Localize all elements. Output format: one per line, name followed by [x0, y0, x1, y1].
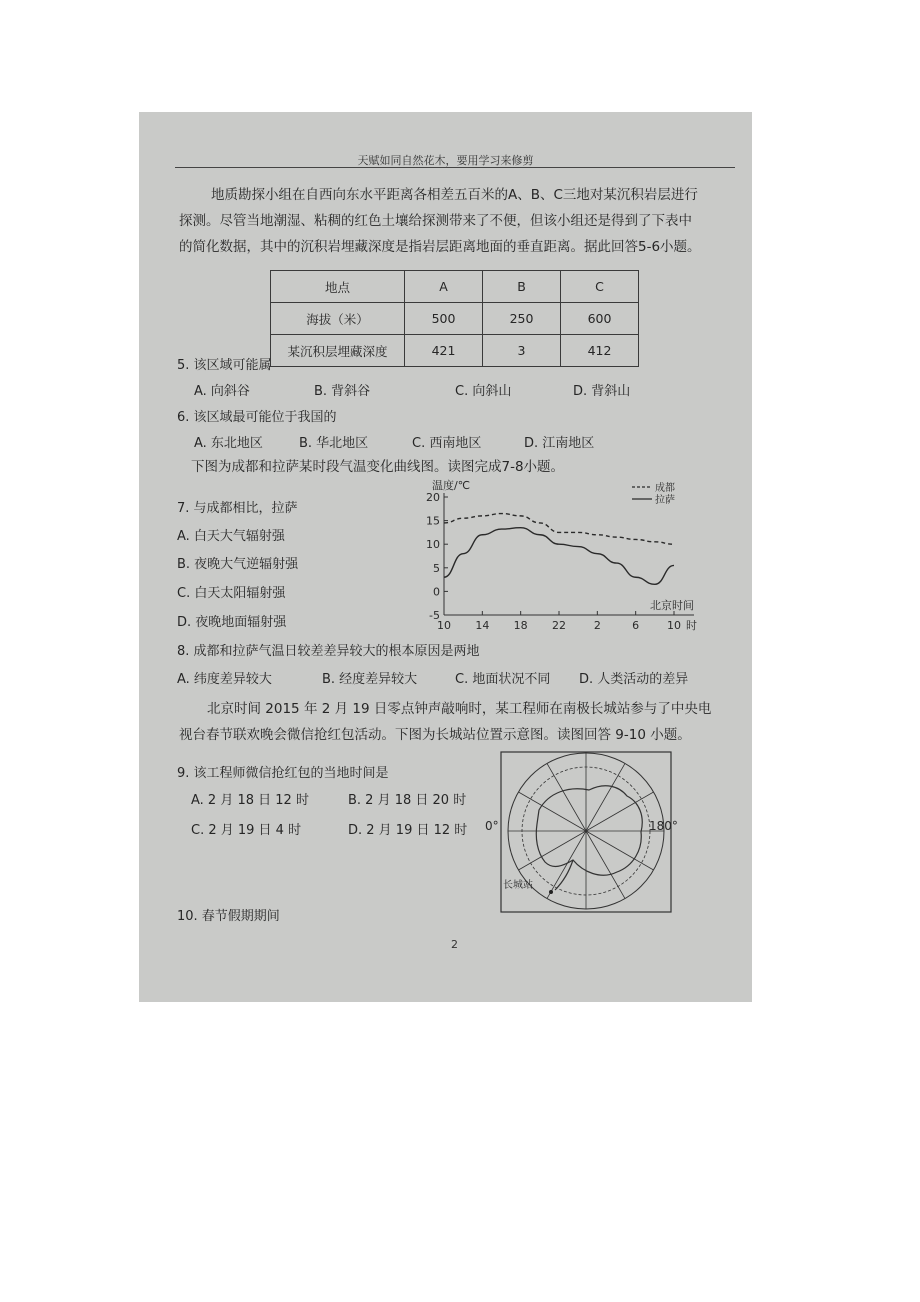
y-tick-label: 20 [426, 491, 440, 504]
q9-option-b: B. 2 月 18 日 20 时 [348, 793, 467, 808]
map-label-180deg: 180° [649, 819, 678, 833]
page-number: 2 [451, 938, 458, 951]
x-tick-label: 18 [513, 619, 528, 632]
meridian-line [518, 792, 586, 831]
station-dot [549, 890, 553, 894]
x-tick-label: 6 [632, 619, 640, 632]
q8-option-c: C. 地面状况不同 [455, 672, 551, 687]
meridian-line [547, 831, 586, 899]
meridian-line [586, 763, 625, 831]
intro-9-10-line2: 视台春节联欢晚会微信抢红包活动。下图为长城站位置示意图。读图回答 9-10 小题。 [179, 727, 691, 743]
q9-option-a: A. 2 月 18 日 12 时 [191, 793, 309, 808]
chart-lines [444, 514, 674, 585]
q8-option-b: B. 经度差异较大 [322, 672, 418, 687]
antarctica-polar-map [477, 740, 697, 920]
q5-option-a: A. 向斜谷 [194, 384, 250, 399]
q9-stem: 9. 该工程师微信抢红包的当地时间是 [177, 766, 389, 781]
exam-page [139, 112, 752, 1002]
table-cell: 500 [405, 303, 483, 335]
meridian-line [586, 792, 654, 831]
q7-stem: 7. 与成都相比，拉萨 [177, 501, 298, 516]
legend-label: 成都 [655, 483, 675, 494]
legend-label: 拉萨 [655, 495, 675, 506]
y-tick-label: 15 [426, 514, 440, 528]
header-divider [175, 167, 735, 168]
table-header-row [271, 271, 639, 303]
q7-option-b: B. 夜晚大气逆辐射强 [177, 557, 299, 572]
y-tick-label: 10 [426, 538, 440, 552]
q7-option-c: C. 白天太阳辐射强 [177, 586, 286, 601]
table-row [271, 335, 639, 367]
table-row [271, 303, 639, 335]
x-axis-label: 北京时间 [650, 599, 694, 612]
meridian-line [586, 831, 654, 870]
station-label: 长城站 [503, 880, 533, 891]
intro-5-6-line2: 探测。尽管当地潮湿、粘稠的红色土壤给探测带来了不便，但该小组还是得到了下表中 [179, 213, 692, 229]
x-unit-label: 时 [686, 619, 697, 632]
q6-option-a: A. 东北地区 [194, 436, 263, 451]
y-tick-label: 5 [433, 561, 440, 575]
table-header-cell: 地点 [271, 271, 405, 303]
intro-5-6-line3: 的简化数据，其中的沉积岩埋藏深度是指岩层距离地面的垂直距离。据此回答5-6小题。 [179, 239, 701, 255]
meridian-line [586, 831, 625, 899]
data-table [270, 270, 639, 367]
q6-stem: 6. 该区域最可能位于我国的 [177, 410, 337, 425]
table-cell: 3 [483, 335, 561, 367]
meridian-line [547, 763, 586, 831]
y-tick-label: 0 [433, 585, 440, 599]
x-tick-label: 2 [593, 619, 601, 632]
table-cell: 某沉积层埋藏深度 [271, 335, 405, 367]
table-cell: 250 [483, 303, 561, 335]
q7-option-a: A. 白天大气辐射强 [177, 529, 285, 544]
q9-option-d: D. 2 月 19 日 12 时 [348, 823, 468, 838]
table-header-cell: C [561, 271, 639, 303]
table-cell: 421 [405, 335, 483, 367]
x-tick-label: 14 [475, 619, 490, 632]
q7-option-d: D. 夜晚地面辐射强 [177, 615, 287, 630]
chart-y-label: 温度/℃ [432, 479, 471, 492]
map-label-0deg: 0° [485, 819, 499, 833]
q6-option-d: D. 江南地区 [524, 436, 595, 451]
intro-9-10-line1: 北京时间 2015 年 2 月 19 日零点钟声敲响时，某工程师在南极长城站参与了中央电 [207, 701, 712, 717]
q6-option-c: C. 西南地区 [412, 436, 482, 451]
table-header-cell: A [405, 271, 483, 303]
table-cell: 412 [561, 335, 639, 367]
q8-option-a: A. 纬度差异较大 [177, 672, 272, 687]
x-tick-label: 22 [552, 619, 566, 632]
q8-stem: 8. 成都和拉萨气温日较差差异较大的根本原因是两地 [177, 644, 480, 659]
q5-option-d: D. 背斜山 [573, 384, 631, 399]
table-cell: 600 [561, 303, 639, 335]
page-header-motto: 天赋如同自然花木，要用学习来修剪 [357, 154, 534, 167]
intro-5-6-line1: 地质勘探小组在自西向东水平距离各相差五百米的A、B、C三地对某沉积岩层进行 [211, 187, 698, 203]
antarctica-outline [536, 786, 642, 875]
table-header-cell: B [483, 271, 561, 303]
q5-stem: 5. 该区域可能属 [177, 358, 272, 373]
x-tick-label: 10 [437, 619, 451, 632]
q5-option-b: B. 背斜谷 [314, 384, 371, 399]
meridian-line [518, 831, 586, 870]
x-tick-label: 10 [667, 619, 681, 632]
series-line-lhasa [444, 528, 674, 585]
table-cell: 海拔（米） [271, 303, 405, 335]
q8-option-d: D. 人类活动的差异 [579, 672, 689, 687]
q5-option-c: C. 向斜山 [455, 384, 512, 399]
q10-stem: 10. 春节假期期间 [177, 909, 280, 924]
q9-option-c: C. 2 月 19 日 4 时 [191, 823, 302, 838]
chart-legend [632, 481, 675, 506]
q6-option-b: B. 华北地区 [299, 436, 369, 451]
series-line-chengdu [444, 514, 674, 545]
y-tick-label: -5 [429, 609, 440, 622]
chart-axes [426, 491, 697, 632]
intro-7-8: 下图为成都和拉萨某时段气温变化曲线图。读图完成7-8小题。 [191, 459, 565, 475]
temperature-chart [424, 477, 724, 642]
